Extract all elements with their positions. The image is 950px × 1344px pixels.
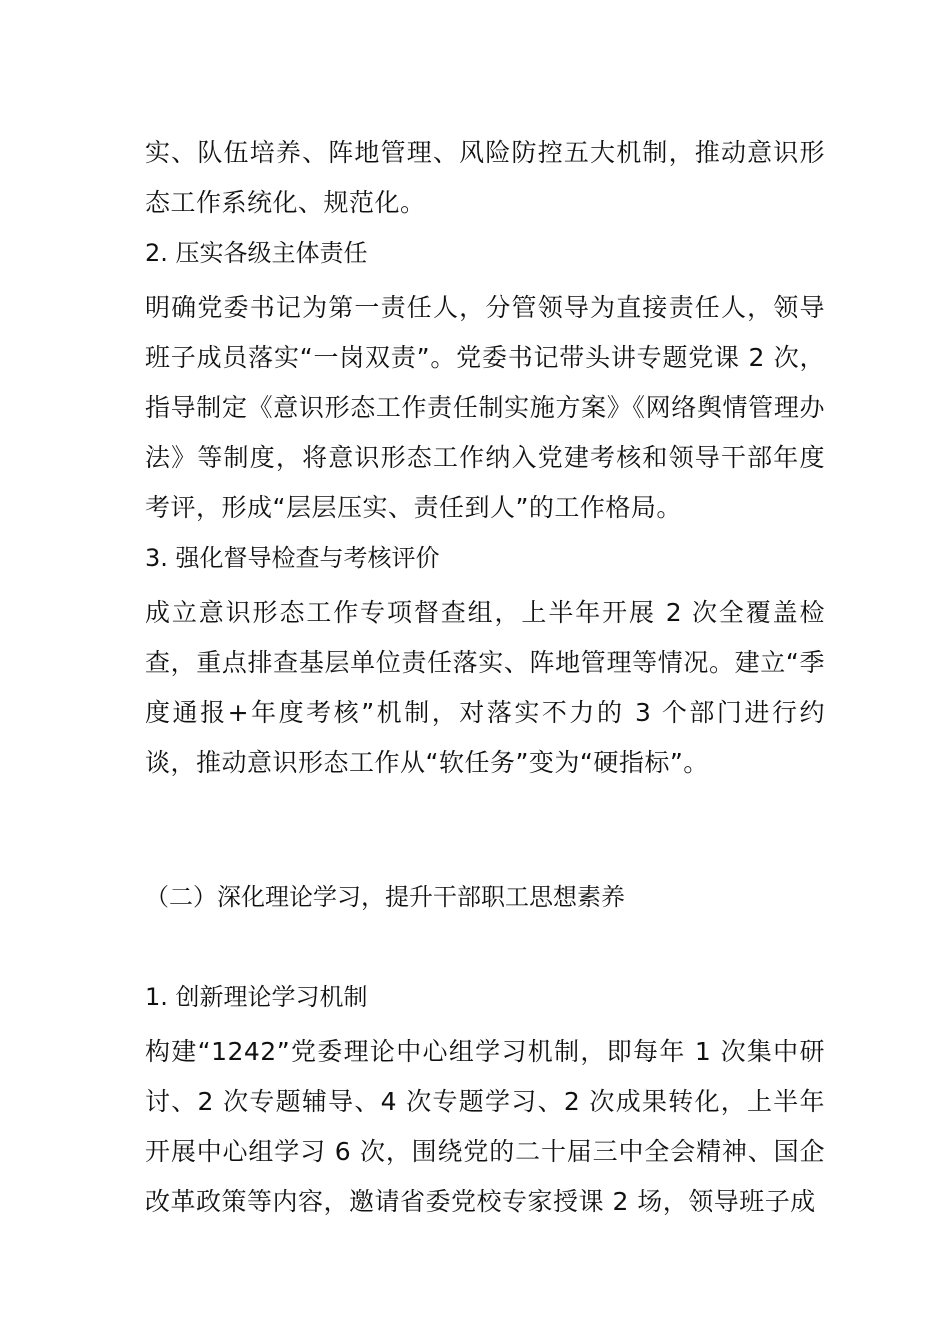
- subheading-2: 2. 压实各级主体责任: [145, 239, 368, 267]
- subheading-1b: 1. 创新理论学习机制: [145, 983, 368, 1011]
- paragraph-continuation: 实、队伍培养、阵地管理、风险防控五大机制，推动意识形态工作系统化、规范化。: [145, 138, 825, 217]
- subheading-3: 3. 强化督导检查与考核评价: [145, 544, 440, 572]
- paragraph-3: 成立意识形态工作专项督查组，上半年开展 2 次全覆盖检查，重点排查基层单位责任落实、阵地管理等情况。建立“季度通报+年度考核”机制，对落实不力的 3 个部门进行约谈，推动意识形态工作从“软任务”变为“硬指标”。: [145, 598, 825, 777]
- text-block-top: [145, 128, 825, 788]
- text-block-bottom: [145, 977, 825, 1227]
- paragraph-2: 明确党委书记为第一责任人，分管领导为直接责任人，领导班子成员落实“一岗双责”。党委书记带头讲专题党课 2 次，指导制定《意识形态工作责任制实施方案》《网络舆情管理办法》等制度，将意识形态工作纳入党建考核和领导干部年度考评，形成“层层压实、责任到人”的工作格局。: [145, 293, 825, 522]
- paragraph-4: 构建“1242”党委理论中心组学习机制，即每年 1 次集中研讨、2 次专题辅导、4 次专题学习、2 次成果转化，上半年开展中心组学习 6 次，围绕党的二十届三中全会精神、国企改革政策等内容，邀请省委党校专家授课 2 场，领导班子成: [145, 1037, 825, 1216]
- section-heading-2: （二）深化理论学习，提升干部职工思想素养: [145, 883, 625, 911]
